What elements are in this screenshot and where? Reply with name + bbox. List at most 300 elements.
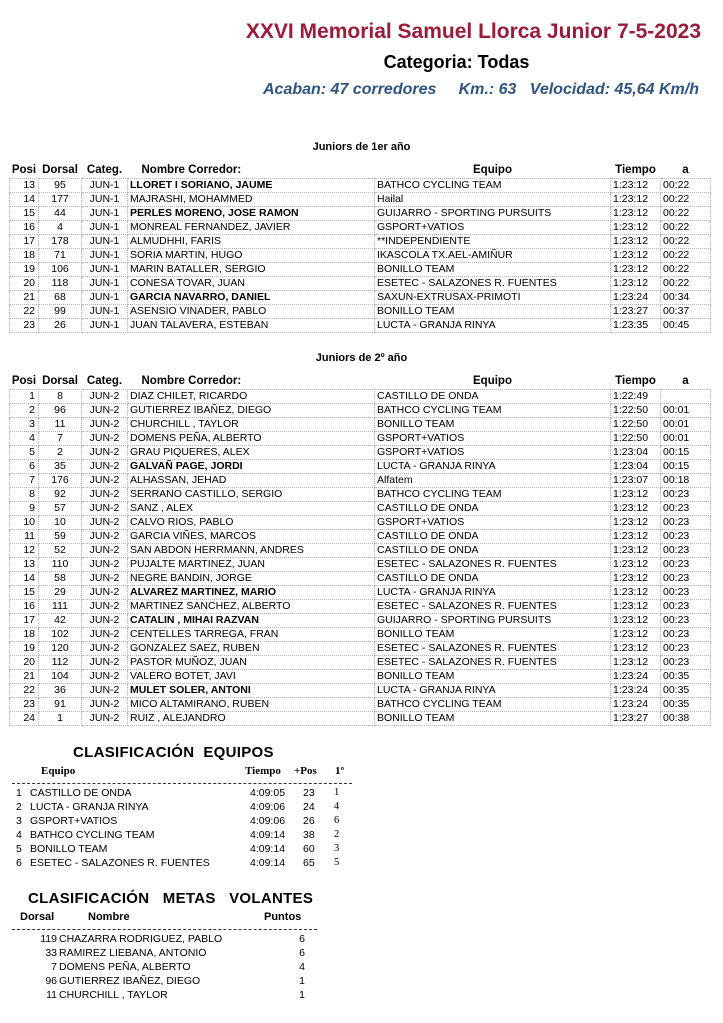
cell-time: 1:23:24 [611, 698, 661, 712]
cell-position: 23 [10, 319, 39, 333]
cell-dorsal: 106 [39, 263, 82, 277]
cell-gap: 00:23 [661, 614, 711, 628]
cell-gap: 00:22 [661, 277, 711, 291]
table-row [10, 572, 711, 586]
cell-category: JUN-2 [82, 404, 128, 418]
cell-team: GSPORT+VATIOS [375, 446, 611, 460]
cell-rider-name: MULET SOLER, ANTONI [128, 684, 375, 698]
cell-rider-name: GALVAÑ PAGE, JORDI [128, 460, 375, 474]
team-name: BONILLO TEAM [30, 843, 108, 855]
cell-team: ESETEC - SALAZONES R. FUENTES [375, 600, 611, 614]
col-header-team: Equipo [473, 164, 512, 176]
col-header-time: Tiempo [615, 375, 656, 387]
sprint-row [12, 932, 317, 946]
cell-gap: 00:01 [661, 432, 711, 446]
team-time: 4:09:05 [250, 787, 286, 799]
team-row [12, 800, 352, 814]
cell-category: JUN-2 [82, 460, 128, 474]
cell-category: JUN-1 [82, 263, 128, 277]
cell-rider-name: LLORET I SORIANO, JAUME [128, 179, 375, 193]
cell-rider-name: NEGRE BANDIN, JORGE [128, 572, 375, 586]
cell-dorsal: 177 [39, 193, 82, 207]
col-header-dorsal: Dorsal [20, 911, 55, 923]
cell-gap: 00:23 [661, 488, 711, 502]
cell-dorsal: 102 [39, 628, 82, 642]
cell-time: 1:23:12 [611, 572, 661, 586]
cell-gap: 00:01 [661, 404, 711, 418]
cell-position: 18 [10, 249, 39, 263]
cell-rider-name: SERRANO CASTILLO, SERGIO [128, 488, 375, 502]
cell-position: 19 [10, 263, 39, 277]
table-row [10, 446, 711, 460]
cell-dorsal: 44 [39, 207, 82, 221]
cell-team: Alfatem [375, 474, 611, 488]
cell-rider-name: JUAN TALAVERA, ESTEBAN [128, 319, 375, 333]
cell-team: BONILLO TEAM [375, 712, 611, 726]
team-positions: 23 [303, 787, 315, 799]
cell-rider-name: GARCIA VIÑES, MARCOS [128, 530, 375, 544]
intermediate-sprints-table [12, 911, 317, 1002]
cell-gap: 00:23 [661, 628, 711, 642]
cell-position: 21 [10, 670, 39, 684]
cell-team: BATHCO CYCLING TEAM [375, 698, 611, 712]
cell-rider-name: MICO ALTAMIRANO, RUBEN [128, 698, 375, 712]
cell-dorsal: 29 [39, 586, 82, 600]
cell-rider-name: GRAU PIQUERES, ALEX [128, 446, 375, 460]
cell-rider-name: PERLES MORENO, JOSE RAMON [128, 207, 375, 221]
team-rank: 5 [16, 843, 22, 855]
sprint-rider-name: GUTIERREZ IBAÑEZ, DIEGO [59, 975, 201, 987]
sprint-points: 1 [299, 975, 305, 987]
cell-position: 2 [10, 404, 39, 418]
cell-dorsal: 57 [39, 502, 82, 516]
cell-team: CASTILLO DE ONDA [375, 544, 611, 558]
table-row [10, 404, 711, 418]
col-header-categ: Categ. [86, 375, 123, 387]
cell-category: JUN-2 [82, 516, 128, 530]
sprint-rider-name: DOMENS PEÑA, ALBERTO [59, 961, 191, 973]
col-header-categ: Categ. [86, 164, 123, 176]
cell-rider-name: VALERO BOTET, JAVI [128, 670, 375, 684]
table-row [10, 502, 711, 516]
col-header-pos: +Pos [294, 765, 317, 777]
cell-time: 1:23:04 [611, 460, 661, 474]
cell-team: GSPORT+VATIOS [375, 516, 611, 530]
team-name: BATHCO CYCLING TEAM [30, 829, 155, 841]
cell-dorsal: 111 [39, 600, 82, 614]
sprint-row [12, 960, 317, 974]
cell-position: 17 [10, 235, 39, 249]
cell-dorsal: 42 [39, 614, 82, 628]
cell-gap: 00:15 [661, 460, 711, 474]
cell-category: JUN-2 [82, 614, 128, 628]
table-row [10, 670, 711, 684]
cell-rider-name: CALVO RIOS, PABLO [128, 516, 375, 530]
cell-category: JUN-1 [82, 235, 128, 249]
table-row [10, 207, 711, 221]
cell-time: 1:23:12 [611, 263, 661, 277]
cell-category: JUN-2 [82, 698, 128, 712]
cell-dorsal: 59 [39, 530, 82, 544]
cell-time: 1:23:12 [611, 207, 661, 221]
cell-time: 1:23:12 [611, 614, 661, 628]
cell-position: 3 [10, 418, 39, 432]
cell-dorsal: 58 [39, 572, 82, 586]
section-title-juniors-1: Juniors de 1er año [312, 141, 411, 153]
table-header-row [10, 373, 711, 390]
sprint-points: 4 [299, 961, 305, 973]
cell-team: GSPORT+VATIOS [375, 221, 611, 235]
cell-category: JUN-2 [82, 684, 128, 698]
cell-rider-name: ALMUDHHI, FARIS [128, 235, 375, 249]
table-row [10, 684, 711, 698]
col-header-name: Nombre Corredor: [141, 164, 242, 176]
cell-position: 16 [10, 600, 39, 614]
cell-rider-name: SAN ABDON HERRMANN, ANDRES [128, 544, 375, 558]
cell-rider-name: PASTOR MUÑOZ, JUAN [128, 656, 375, 670]
cell-gap: 00:23 [661, 516, 711, 530]
cell-team: LUCTA - GRANJA RINYA [375, 684, 611, 698]
team-name: LUCTA - GRANJA RINYA [30, 801, 149, 813]
cell-gap: 00:38 [661, 712, 711, 726]
cell-dorsal: 99 [39, 305, 82, 319]
cell-rider-name: CENTELLES TARREGA, FRAN [128, 628, 375, 642]
cell-team: Hailal [375, 193, 611, 207]
cell-rider-name: MAJRASHI, MOHAMMED [128, 193, 375, 207]
cell-gap: 00:22 [661, 179, 711, 193]
cell-category: JUN-2 [82, 530, 128, 544]
cell-team: GUIJARRO - SPORTING PURSUITS [375, 614, 611, 628]
cell-position: 12 [10, 544, 39, 558]
col-header-dorsal: Dorsal [42, 164, 78, 176]
table-row [10, 516, 711, 530]
cell-dorsal: 104 [39, 670, 82, 684]
table-row [10, 193, 711, 207]
cell-rider-name: CHURCHILL , TAYLOR [128, 418, 375, 432]
results-table-juniors-1 [9, 162, 711, 333]
cell-time: 1:23:12 [611, 249, 661, 263]
cell-gap: 00:22 [661, 235, 711, 249]
cell-position: 13 [10, 558, 39, 572]
cell-dorsal: 95 [39, 179, 82, 193]
table-row [10, 474, 711, 488]
cell-time: 1:23:35 [611, 319, 661, 333]
cell-dorsal: 118 [39, 277, 82, 291]
cell-time: 1:23:12 [611, 277, 661, 291]
cell-team: ESETEC - SALAZONES R. FUENTES [375, 642, 611, 656]
cell-gap: 00:15 [661, 446, 711, 460]
cell-position: 7 [10, 474, 39, 488]
cell-dorsal: 4 [39, 221, 82, 235]
cell-dorsal: 2 [39, 446, 82, 460]
team-time: 4:09:14 [250, 829, 286, 841]
cell-gap: 00:22 [661, 193, 711, 207]
cell-position: 24 [10, 712, 39, 726]
cell-team: GUIJARRO - SPORTING PURSUITS [375, 207, 611, 221]
cell-time: 1:23:12 [611, 530, 661, 544]
cell-category: JUN-2 [82, 502, 128, 516]
dashed-divider [12, 929, 317, 930]
cell-time: 1:23:12 [611, 544, 661, 558]
sprint-rider-name: CHURCHILL , TAYLOR [59, 989, 168, 1001]
cell-time: 1:23:12 [611, 628, 661, 642]
cell-time: 1:23:12 [611, 516, 661, 530]
team-time: 4:09:14 [250, 857, 286, 869]
cell-position: 23 [10, 698, 39, 712]
sprint-dorsal: 33 [45, 947, 57, 959]
table-row [10, 432, 711, 446]
team-positions: 24 [303, 801, 315, 813]
cell-rider-name: RUIZ , ALEJANDRO [128, 712, 375, 726]
team-time: 4:09:06 [250, 801, 286, 813]
cell-position: 9 [10, 502, 39, 516]
cell-gap: 00:23 [661, 572, 711, 586]
team-first-places: 4 [334, 801, 340, 812]
cell-dorsal: 120 [39, 642, 82, 656]
sprint-rider-name: CHAZARRA RODRIGUEZ, PABLO [59, 933, 223, 945]
cell-category: JUN-2 [82, 558, 128, 572]
cell-position: 1 [10, 390, 39, 404]
cell-dorsal: 91 [39, 698, 82, 712]
cell-time: 1:22:50 [611, 418, 661, 432]
cell-position: 8 [10, 488, 39, 502]
col-header-pos: Posi [11, 375, 37, 387]
team-time: 4:09:14 [250, 843, 286, 855]
cell-position: 15 [10, 207, 39, 221]
sprint-points: 6 [299, 947, 305, 959]
table-row [10, 221, 711, 235]
table-row [10, 319, 711, 333]
results-table-juniors-2 [9, 373, 711, 726]
cell-gap: 00:23 [661, 544, 711, 558]
intermediate-sprints-header [12, 911, 317, 926]
col-header-dorsal: Dorsal [42, 375, 78, 387]
intermediate-sprints-title: CLASIFICACIÓN METAS VOLANTES [28, 890, 314, 907]
cell-time: 1:23:27 [611, 305, 661, 319]
col-header-pos: Posi [11, 164, 37, 176]
cell-gap: 00:23 [661, 502, 711, 516]
cell-category: JUN-2 [82, 446, 128, 460]
col-header-points: Puntos [264, 911, 302, 923]
cell-category: JUN-2 [82, 432, 128, 446]
cell-team: BATHCO CYCLING TEAM [375, 179, 611, 193]
team-first-places: 6 [334, 815, 340, 826]
table-row [10, 390, 711, 404]
cell-category: JUN-2 [82, 600, 128, 614]
cell-team: ESETEC - SALAZONES R. FUENTES [375, 277, 611, 291]
col-header-time: Tiempo [615, 164, 656, 176]
cell-dorsal: 68 [39, 291, 82, 305]
table-row [10, 586, 711, 600]
sprint-dorsal: 11 [46, 989, 57, 1001]
team-positions: 26 [303, 815, 315, 827]
cell-category: JUN-2 [82, 572, 128, 586]
sprint-rider-name: RAMIREZ LIEBANA, ANTONIO [59, 947, 207, 959]
cell-team: BONILLO TEAM [375, 305, 611, 319]
cell-team: GSPORT+VATIOS [375, 432, 611, 446]
cell-category: JUN-1 [82, 207, 128, 221]
team-time: 4:09:06 [250, 815, 286, 827]
table-row [10, 656, 711, 670]
table-row [10, 698, 711, 712]
cell-rider-name: MARTINEZ SANCHEZ, ALBERTO [128, 600, 375, 614]
cell-category: JUN-1 [82, 277, 128, 291]
cell-category: JUN-2 [82, 586, 128, 600]
sprint-points: 6 [299, 933, 305, 945]
table-row [10, 179, 711, 193]
cell-team: BATHCO CYCLING TEAM [375, 488, 611, 502]
team-classification-title: CLASIFICACIÓN EQUIPOS [73, 744, 274, 761]
cell-dorsal: 71 [39, 249, 82, 263]
cell-dorsal: 176 [39, 474, 82, 488]
col-header-team: Equipo [473, 375, 512, 387]
team-rank: 2 [16, 801, 22, 813]
table-row [10, 712, 711, 726]
cell-position: 6 [10, 460, 39, 474]
col-header-team: Equipo [41, 765, 76, 777]
team-positions: 60 [303, 843, 315, 855]
page-title: XXVI Memorial Samuel Llorca Junior 7-5-2023 [245, 20, 701, 43]
cell-dorsal: 178 [39, 235, 82, 249]
cell-team: BONILLO TEAM [375, 418, 611, 432]
cell-time: 1:23:12 [611, 193, 661, 207]
cell-time: 1:23:07 [611, 474, 661, 488]
cell-rider-name: SORIA MARTIN, HUGO [128, 249, 375, 263]
cell-team: IKASCOLA TX.AEL-AMIÑUR [375, 249, 611, 263]
table-row [10, 530, 711, 544]
cell-position: 20 [10, 277, 39, 291]
sprint-dorsal: 119 [40, 933, 57, 945]
cell-time: 1:22:50 [611, 404, 661, 418]
cell-time: 1:23:12 [611, 488, 661, 502]
table-row [10, 600, 711, 614]
cell-position: 16 [10, 221, 39, 235]
cell-category: JUN-2 [82, 488, 128, 502]
cell-position: 15 [10, 586, 39, 600]
cell-category: JUN-2 [82, 418, 128, 432]
cell-time: 1:22:50 [611, 432, 661, 446]
team-name: GSPORT+VATIOS [30, 815, 118, 827]
cell-team: CASTILLO DE ONDA [375, 390, 611, 404]
cell-team: BONILLO TEAM [375, 628, 611, 642]
cell-position: 22 [10, 684, 39, 698]
cell-position: 10 [10, 516, 39, 530]
cell-dorsal: 52 [39, 544, 82, 558]
cell-time: 1:23:12 [611, 179, 661, 193]
cell-position: 17 [10, 614, 39, 628]
cell-category: JUN-2 [82, 544, 128, 558]
sprint-row [12, 988, 317, 1002]
cell-dorsal: 1 [39, 712, 82, 726]
table-row [10, 544, 711, 558]
team-first-places: 1 [334, 787, 340, 798]
cell-time: 1:23:12 [611, 235, 661, 249]
team-rank: 1 [16, 787, 22, 799]
cell-position: 22 [10, 305, 39, 319]
cell-team: CASTILLO DE ONDA [375, 572, 611, 586]
cell-gap: 00:22 [661, 207, 711, 221]
dashed-divider [12, 783, 352, 784]
cell-team: CASTILLO DE ONDA [375, 502, 611, 516]
cell-gap: 00:35 [661, 698, 711, 712]
cell-position: 14 [10, 572, 39, 586]
table-row [10, 235, 711, 249]
cell-category: JUN-1 [82, 221, 128, 235]
cell-time: 1:23:12 [611, 502, 661, 516]
sprint-row [12, 946, 317, 960]
cell-position: 20 [10, 656, 39, 670]
cell-rider-name: DIAZ CHILET, RICARDO [128, 390, 375, 404]
cell-rider-name: MARIN BATALLER, SERGIO [128, 263, 375, 277]
team-classification-header [12, 765, 352, 780]
cell-gap: 00:18 [661, 474, 711, 488]
team-row [12, 814, 352, 828]
cell-dorsal: 11 [39, 418, 82, 432]
cell-gap: 00:22 [661, 249, 711, 263]
table-row [10, 558, 711, 572]
cell-rider-name: GUTIERREZ IBAÑEZ, DIEGO [128, 404, 375, 418]
cell-gap: 00:35 [661, 684, 711, 698]
team-first-places: 5 [334, 857, 340, 868]
cell-dorsal: 36 [39, 684, 82, 698]
team-positions: 38 [303, 829, 315, 841]
cell-rider-name: GONZALEZ SAEZ, RUBEN [128, 642, 375, 656]
category-label: Categoria: Todas [383, 52, 530, 72]
cell-rider-name: CATALIN , MIHAI RAZVAN [128, 614, 375, 628]
team-name: CASTILLO DE ONDA [30, 787, 132, 799]
team-row [12, 856, 352, 870]
table-row [10, 488, 711, 502]
cell-category: JUN-2 [82, 474, 128, 488]
cell-category: JUN-2 [82, 670, 128, 684]
team-rank: 3 [16, 815, 22, 827]
cell-position: 19 [10, 642, 39, 656]
cell-dorsal: 10 [39, 516, 82, 530]
cell-gap: 00:35 [661, 670, 711, 684]
cell-time: 1:23:12 [611, 221, 661, 235]
cell-gap [661, 390, 711, 404]
cell-rider-name: CONESA TOVAR, JUAN [128, 277, 375, 291]
cell-team: BONILLO TEAM [375, 263, 611, 277]
cell-rider-name: MONREAL FERNANDEZ, JAVIER [128, 221, 375, 235]
cell-time: 1:23:12 [611, 642, 661, 656]
cell-category: JUN-2 [82, 712, 128, 726]
cell-category: JUN-1 [82, 179, 128, 193]
cell-time: 1:22:49 [611, 390, 661, 404]
cell-category: JUN-1 [82, 319, 128, 333]
cell-category: JUN-2 [82, 656, 128, 670]
sprint-row [12, 974, 317, 988]
col-header-time: Tiempo [245, 765, 281, 777]
cell-position: 21 [10, 291, 39, 305]
cell-time: 1:23:04 [611, 446, 661, 460]
cell-category: JUN-1 [82, 305, 128, 319]
cell-dorsal: 96 [39, 404, 82, 418]
cell-team: ESETEC - SALAZONES R. FUENTES [375, 558, 611, 572]
sprint-dorsal: 96 [45, 975, 57, 987]
team-positions: 65 [303, 857, 315, 869]
team-classification-table [12, 765, 352, 870]
cell-position: 5 [10, 446, 39, 460]
cell-dorsal: 112 [39, 656, 82, 670]
cell-category: JUN-1 [82, 249, 128, 263]
cell-gap: 00:23 [661, 558, 711, 572]
team-first-places: 2 [334, 829, 340, 840]
cell-time: 1:23:24 [611, 291, 661, 305]
cell-time: 1:23:12 [611, 586, 661, 600]
cell-time: 1:23:12 [611, 600, 661, 614]
cell-team: LUCTA - GRANJA RINYA [375, 460, 611, 474]
